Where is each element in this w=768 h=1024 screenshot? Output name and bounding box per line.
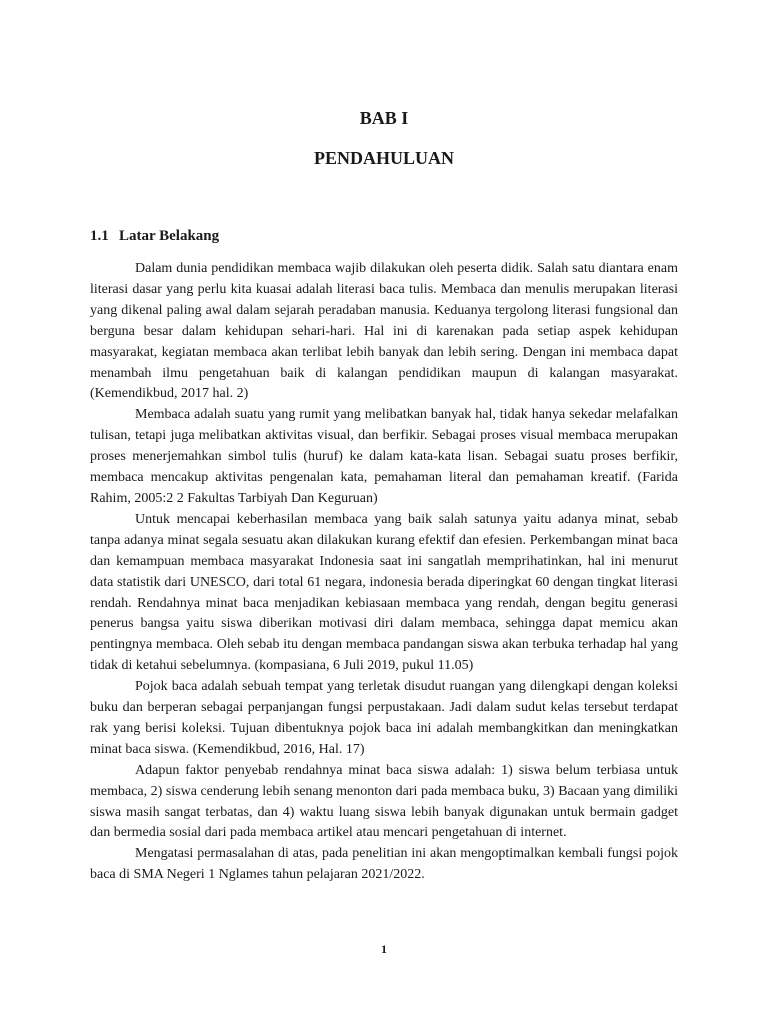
paragraph: Untuk mencapai keberhasilan membaca yang baik salah satunya yaitu adanya minat, sebab tanpa adanya minat segala sesuatu akan dilakukan kurang efektif dan efesien. Perkembangan minat baca dan kemampuan membaca masyarakat Indonesia saat ini sangatlah memprihatinkan, hal ini menurut data statistik dari UNESCO, dari total 61 negara, indonesia berada diperingkat 60 dengan tingkat literasi rendah. Rendahnya minat baca menjadikan kebiasaan membaca yang rendah, dengan begitu generasi penerus bangsa yaitu siswa diberikan motivasi diri dalam membaca, sehingga dapat memicu akan pentingnya membaca. Oleh sebab itu dengan membaca pandangan siswa akan terbuka terhadap hal yang tidak di ketahui sebelumnya. (kompasiana, 6 Juli 2019, pukul 11.05) [90, 511, 678, 674]
paragraph: Mengatasi permasalahan di atas, pada penelitian ini akan mengoptimalkan kembali fungsi pojok baca di SMA Negeri 1 Nglames tahun pelajaran 2021/2022. [90, 846, 678, 883]
paragraph: Adapun faktor penyebab rendahnya minat baca siswa adalah: 1) siswa belum terbiasa untuk membaca, 2) siswa cenderung lebih senang menonton dari pada membaca buku, 3) Bacaan yang dimiliki siswa masih sangat terbatas, dan 4) waktu luang siswa lebih banyak digunakan untuk bermain gadget dan bermedia sosial dari pada membaca artikel atau mencari pengetahuan di internet. [90, 762, 678, 841]
section-title: Latar Belakang [119, 228, 220, 244]
chapter-title: BAB I [359, 108, 409, 128]
section-heading [90, 228, 219, 245]
section-number: 1.1 [90, 228, 109, 244]
chapter-subtitle: PENDAHULUAN [313, 148, 454, 168]
paragraph: Membaca adalah suatu yang rumit yang melibatkan banyak hal, tidak hanya sekedar melafalkan tulisan, tetapi juga melibatkan aktivitas visual, dan berfikir. Sebagai proses visual membaca merupakan proses menerjemahkan simbol tulis (huruf) ke dalam kata-kata lisan. Sebagai suatu proses berfikir, membaca mencakup aktivitas pengenalan kata, pemahaman literal dan pemahaman kreatif. (Farida Rahim, 2005:2 2 Fakultas Tarbiyah Dan Keguruan) [90, 407, 678, 506]
body-text [90, 259, 678, 886]
page-number: 1 [381, 942, 387, 956]
paragraph: Dalam dunia pendidikan membaca wajib dilakukan oleh peserta didik. Salah satu diantara enam literasi dasar yang perlu kita kuasai adalah literasi baca tulis. Membaca dan menulis merupakan literasi yang dikenal paling awal dalam sejarah peradaban manusia. Keduanya tergolong literasi fungsional dan berguna besar dalam kehidupan sehari-hari. Hal ini di karenakan pada setiap aspek kehidupan masyarakat, kegiatan membaca akan terlibat lebih banyak dan lebih sering. Dengan ini membaca dapat menambah ilmu pengetahuan baik di kalangan pendidikan maupun di kalangan masyarakat. (Kemendikbud, 2017 hal. 2) [90, 261, 678, 402]
paragraph: Pojok baca adalah sebuah tempat yang terletak disudut ruangan yang dilengkapi dengan koleksi buku dan berperan sebagai perpanjangan fungsi perpustakaan. Jadi dalam sudut kelas tersebut terdapat rak yang berisi koleksi. Tujuan dibentuknya pojok baca ini adalah membangkitkan dan meningkatkan minat baca siswa. (Kemendikbud, 2016, Hal. 17) [90, 679, 678, 757]
